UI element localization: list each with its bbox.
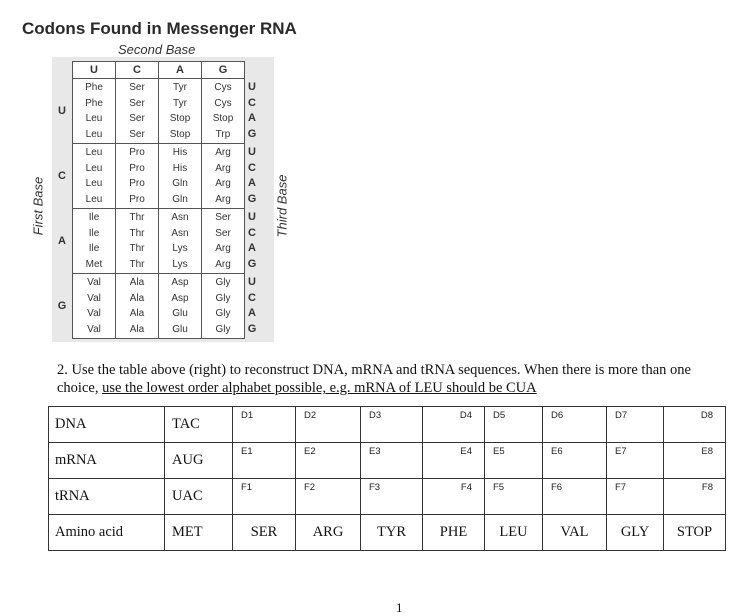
- answer-cell[interactable]: [361, 479, 423, 515]
- codon-block-row: [52, 274, 259, 339]
- amino-acid: Ser: [215, 212, 231, 223]
- amino-acid: Phe: [85, 82, 103, 93]
- answer-cell[interactable]: [485, 407, 543, 443]
- codon-cell: [73, 79, 116, 144]
- amino-acid: Val: [87, 308, 101, 319]
- first-base-letter: U: [52, 79, 73, 144]
- cell-reference: D3: [369, 410, 382, 421]
- answer-cell[interactable]: [296, 443, 361, 479]
- cell-reference: D1: [241, 410, 254, 421]
- amino-acid: Pro: [129, 162, 145, 174]
- amino-acid: Asp: [171, 292, 189, 304]
- amino-acid: Ser: [215, 227, 231, 239]
- amino-acid: Thr: [129, 258, 145, 270]
- amino-acid: Phe: [85, 97, 103, 109]
- amino-acid: Arg: [215, 147, 231, 158]
- first-base-letter: C: [52, 144, 73, 209]
- start-codon: AUG: [165, 443, 233, 479]
- amino-acid: Tyr: [173, 97, 187, 109]
- cell-reference: E8: [701, 446, 713, 457]
- sequence-row: [49, 407, 726, 443]
- amino-acid: Cys: [214, 82, 232, 93]
- amino-acid: Arg: [215, 178, 231, 189]
- third-base-letter: C: [248, 161, 256, 174]
- answer-cell[interactable]: [233, 443, 296, 479]
- codon-cell: [202, 274, 245, 339]
- third-base-label: Third Base: [274, 174, 290, 238]
- answer-cell[interactable]: [296, 407, 361, 443]
- cell-reference: E5: [493, 446, 505, 457]
- first-base-label: First Base: [30, 176, 46, 236]
- amino-acid: Ala: [129, 277, 145, 288]
- third-base-column: [245, 209, 260, 274]
- third-base-letter: U: [248, 276, 256, 288]
- amino-acid: Thr: [129, 243, 145, 254]
- codon-corner: [52, 62, 73, 79]
- amino-acid: Leu: [85, 147, 103, 158]
- answer-cell[interactable]: [423, 407, 485, 443]
- amino-acid: Ser: [129, 82, 145, 93]
- amino-acid: Ala: [129, 292, 145, 304]
- codon-cell: [159, 144, 202, 209]
- amino-acid-cell: SER: [233, 515, 296, 551]
- cell-reference: E6: [551, 446, 563, 457]
- amino-acid: Lys: [172, 258, 188, 270]
- cell-reference: D6: [551, 410, 564, 421]
- answer-cell[interactable]: [423, 479, 485, 515]
- codon-cell: [202, 144, 245, 209]
- amino-acid: His: [172, 147, 188, 158]
- third-base-column: [245, 274, 260, 339]
- cell-reference: D7: [615, 410, 628, 421]
- third-base-letter: G: [247, 322, 257, 335]
- cell-reference: F1: [241, 482, 253, 493]
- row-label: DNA: [49, 407, 165, 443]
- second-base-label: Second Base: [118, 42, 196, 57]
- answer-cell[interactable]: [423, 443, 485, 479]
- third-base-letter: A: [248, 177, 256, 189]
- cell-reference: F8: [701, 482, 713, 493]
- amino-acid: Stop: [169, 113, 191, 124]
- amino-acid: Val: [87, 277, 101, 288]
- instructions: [57, 361, 732, 397]
- third-base-letter: U: [248, 211, 256, 223]
- answer-cell[interactable]: [543, 479, 607, 515]
- amino-acid: Gly: [215, 277, 231, 288]
- answer-cell[interactable]: [485, 443, 543, 479]
- amino-acid: Thr: [129, 212, 145, 223]
- answer-cell[interactable]: [485, 479, 543, 515]
- amino-acid: Ile: [88, 243, 100, 254]
- amino-acid: Ser: [129, 97, 145, 109]
- amino-acid: Gln: [172, 193, 188, 205]
- second-base-header: C: [116, 62, 159, 79]
- third-base-letter: A: [248, 112, 256, 124]
- row-label: tRNA: [49, 479, 165, 515]
- answer-cell[interactable]: [296, 479, 361, 515]
- third-base-letter: C: [248, 96, 256, 109]
- second-base-header: A: [159, 62, 202, 79]
- amino-acid: Pro: [129, 147, 145, 158]
- answer-cell[interactable]: [361, 407, 423, 443]
- codon-cell: [116, 79, 159, 144]
- page-title: Codons Found in Messenger RNA: [22, 19, 297, 38]
- amino-acid: Ala: [129, 308, 145, 319]
- third-base-letter: G: [247, 192, 257, 205]
- answer-cell[interactable]: [664, 407, 726, 443]
- instructions-text: 2. Use the table above (right) to reconstruct DNA, mRNA and tRNA sequences. When there is more than one choice,: [57, 362, 691, 396]
- third-base-column: [245, 79, 260, 144]
- answer-cell[interactable]: [543, 407, 607, 443]
- cell-reference: F2: [304, 482, 316, 493]
- codon-cell: [159, 209, 202, 274]
- cell-reference: D5: [493, 410, 506, 421]
- start-codon: UAC: [165, 479, 233, 515]
- amino-acid: Met: [85, 258, 103, 270]
- amino-acid: Thr: [129, 227, 145, 239]
- codon-block-row: [52, 79, 259, 144]
- third-base-column: [245, 144, 260, 209]
- answer-cell[interactable]: [361, 443, 423, 479]
- answer-cell[interactable]: [607, 479, 664, 515]
- amino-acid-cell: STOP: [664, 515, 726, 551]
- amino-acid: Ser: [129, 128, 145, 140]
- sequence-row: [49, 479, 726, 515]
- third-base-letter: G: [247, 257, 257, 270]
- codon-cell: [73, 209, 116, 274]
- codon-cell: [159, 79, 202, 144]
- codon-chart: [52, 61, 259, 339]
- codon-cell: [159, 274, 202, 339]
- amino-acid: Arg: [215, 258, 231, 270]
- cell-reference: E2: [304, 446, 316, 457]
- start-codon: TAC: [165, 407, 233, 443]
- third-base-letter: U: [248, 146, 256, 158]
- amino-acid: Cys: [214, 97, 232, 109]
- amino-acid: Leu: [85, 113, 103, 124]
- amino-acid-cell: ARG: [296, 515, 361, 551]
- row-label: Amino acid: [49, 515, 165, 551]
- amino-acid: Asp: [171, 277, 189, 288]
- instructions-underlined: use the lowest order alphabet possible, e.g. mRNA of LEU should be CUA: [102, 380, 537, 396]
- cell-reference: D8: [700, 410, 713, 421]
- cell-reference: F4: [460, 482, 472, 493]
- cell-reference: F7: [615, 482, 627, 493]
- sequence-row: [49, 443, 726, 479]
- first-base-letter: G: [52, 274, 73, 339]
- amino-acid: Leu: [85, 162, 103, 174]
- codon-corner: [245, 62, 260, 79]
- amino-acid: Leu: [85, 178, 103, 189]
- amino-acid: Val: [87, 323, 101, 335]
- amino-acid-cell: PHE: [423, 515, 485, 551]
- cell-reference: F3: [369, 482, 381, 493]
- amino-acid-cell: GLY: [607, 515, 664, 551]
- third-base-letter: C: [248, 291, 256, 304]
- amino-acid: Arg: [215, 243, 231, 254]
- codon-cell: [116, 209, 159, 274]
- amino-acid: Gly: [215, 323, 231, 335]
- amino-acid: Val: [87, 292, 101, 304]
- third-base-letter: A: [248, 242, 256, 254]
- row-label: mRNA: [49, 443, 165, 479]
- second-base-header: U: [73, 62, 116, 79]
- amino-acid: Ser: [129, 113, 145, 124]
- amino-acid: Gln: [172, 178, 188, 189]
- amino-acid: Arg: [215, 193, 231, 205]
- answer-cell[interactable]: [664, 479, 726, 515]
- cell-reference: E1: [241, 446, 253, 457]
- amino-acid: Trp: [215, 128, 231, 140]
- codon-block-row: [52, 209, 259, 274]
- third-base-letter: C: [248, 226, 256, 239]
- sequence-table: [48, 406, 726, 551]
- amino-acid: Asn: [171, 227, 189, 239]
- codon-block-row: [52, 144, 259, 209]
- amino-acid-cell: VAL: [543, 515, 607, 551]
- codon-cell: [202, 79, 245, 144]
- amino-acid-cell: LEU: [485, 515, 543, 551]
- amino-acid: Pro: [129, 193, 145, 205]
- amino-acid: Gly: [215, 308, 231, 319]
- answer-cell[interactable]: [607, 443, 664, 479]
- amino-acid: Pro: [129, 178, 145, 189]
- codon-cell: [202, 209, 245, 274]
- amino-acid-cell: TYR: [361, 515, 423, 551]
- second-base-header: G: [202, 62, 245, 79]
- answer-cell[interactable]: [233, 407, 296, 443]
- amino-acid: Stop: [212, 113, 234, 124]
- amino-acid: His: [172, 162, 188, 174]
- amino-acid: Gly: [215, 292, 231, 304]
- amino-acid: Leu: [85, 128, 103, 140]
- answer-cell[interactable]: [233, 479, 296, 515]
- start-amino-acid: MET: [165, 515, 233, 551]
- cell-reference: E4: [460, 446, 472, 457]
- third-base-letter: A: [248, 307, 256, 319]
- cell-reference: D4: [459, 410, 472, 421]
- amino-acid: Leu: [85, 193, 103, 205]
- amino-acid: Tyr: [173, 82, 187, 93]
- codon-cell: [73, 144, 116, 209]
- amino-acid: Ile: [88, 212, 100, 223]
- codon-cell: [116, 274, 159, 339]
- amino-acid: Stop: [169, 128, 191, 140]
- codon-cell: [73, 274, 116, 339]
- cell-reference: F6: [551, 482, 563, 493]
- amino-acid: Glu: [172, 308, 188, 319]
- answer-cell[interactable]: [607, 407, 664, 443]
- third-base-letter: G: [247, 127, 257, 140]
- third-base-letter: U: [248, 81, 256, 93]
- amino-acid: Glu: [172, 323, 188, 335]
- amino-acid-row: [49, 515, 726, 551]
- amino-acid: Arg: [215, 162, 231, 174]
- amino-acid: Asn: [171, 212, 189, 223]
- answer-cell[interactable]: [664, 443, 726, 479]
- amino-acid: Lys: [172, 243, 188, 254]
- page-number: 1: [396, 600, 403, 615]
- codon-cell: [116, 144, 159, 209]
- cell-reference: D2: [304, 410, 317, 421]
- cell-reference: F5: [493, 482, 505, 493]
- cell-reference: E3: [369, 446, 381, 457]
- amino-acid: Ile: [88, 227, 100, 239]
- amino-acid: Ala: [129, 323, 145, 335]
- answer-cell[interactable]: [543, 443, 607, 479]
- cell-reference: E7: [615, 446, 627, 457]
- first-base-letter: A: [52, 209, 73, 274]
